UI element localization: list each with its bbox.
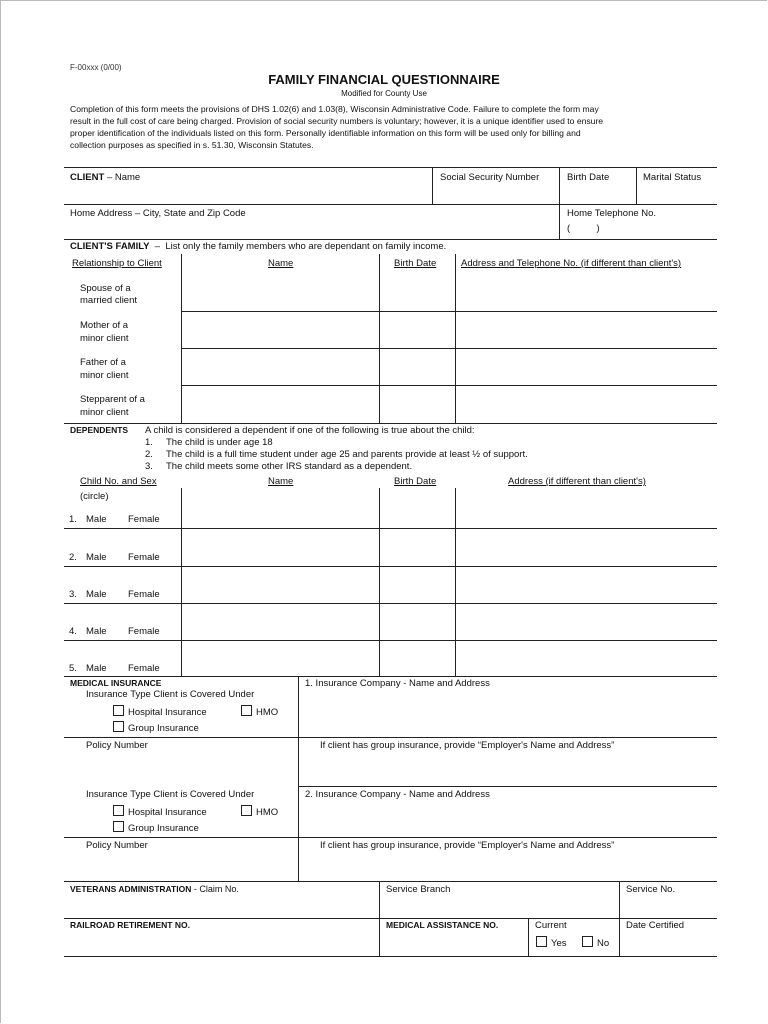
male-option[interactable]: Male <box>86 663 107 674</box>
form-subtitle: Modified for County Use <box>341 89 427 98</box>
employer-2-field[interactable]: If client has group insurance, provide “Employer's Name and Address” <box>320 840 615 851</box>
checkbox-icon <box>536 936 547 947</box>
policy-number-2-field[interactable]: Policy Number <box>86 840 148 851</box>
divider <box>181 385 717 386</box>
divider <box>64 640 717 641</box>
insurance-company-1-field[interactable]: 1. Insurance Company - Name and Address <box>305 678 490 689</box>
dependents-heading: DEPENDENTS <box>70 425 129 435</box>
relationship-label: minor client <box>80 333 129 344</box>
phone-area-code: ( ) <box>567 223 600 234</box>
family-heading-bold: CLIENT'S FAMILY <box>70 241 150 252</box>
va-claim-field[interactable] <box>70 884 239 895</box>
divider <box>64 204 717 205</box>
family-heading <box>70 241 446 252</box>
relationship-label: Stepparent of a <box>80 394 145 405</box>
checkbox-icon <box>241 805 252 816</box>
group-insurance-label: Group Insurance <box>128 723 199 734</box>
hospital-insurance-checkbox[interactable] <box>113 705 207 718</box>
intro-line: proper identification of the individuals listed on this form. Personally identifiable information on this form will be used only for billing and <box>70 128 581 138</box>
rule-text: The child is a full time student under age 25 and parents provide at least ½ of support. <box>166 449 528 460</box>
divider <box>455 254 456 423</box>
male-option[interactable]: Male <box>86 589 107 600</box>
hmo-label: HMO <box>256 807 279 818</box>
relationship-label: Mother of a <box>80 320 129 331</box>
marital-status-field[interactable]: Marital Status <box>643 172 702 183</box>
service-branch-field[interactable]: Service Branch <box>386 884 451 895</box>
male-option[interactable]: Male <box>86 514 107 525</box>
divider <box>64 918 717 919</box>
dependents-intro: A child is considered a dependent if one of the following is true about the child: <box>145 425 475 436</box>
divider <box>64 528 717 529</box>
railroad-retirement-field[interactable]: RAILROAD RETIREMENT NO. <box>70 920 190 930</box>
hospital-insurance-label: Hospital Insurance <box>128 807 207 818</box>
divider <box>64 423 717 424</box>
divider <box>64 566 717 567</box>
client-label: CLIENT <box>70 172 105 183</box>
col-name: Name <box>268 258 294 269</box>
home-address-field[interactable]: Home Address – City, State and Zip Code <box>70 208 246 219</box>
female-option[interactable]: Female <box>128 626 160 637</box>
relationship-label: Father of a <box>80 357 126 368</box>
rule-number: 3. <box>145 461 153 472</box>
rule-number: 1. <box>145 437 153 448</box>
divider <box>528 918 529 956</box>
form-title: FAMILY FINANCIAL QUESTIONNAIRE <box>268 72 500 87</box>
relationship-label: Spouse of a <box>80 283 131 294</box>
current-no-checkbox[interactable] <box>582 936 609 949</box>
female-option[interactable]: Female <box>128 589 160 600</box>
divider <box>181 348 717 349</box>
client-name-field[interactable] <box>70 172 140 183</box>
birth-date-field[interactable]: Birth Date <box>567 172 610 183</box>
group-insurance-checkbox[interactable] <box>113 721 199 734</box>
relationship-label: minor client <box>80 370 129 381</box>
intro-line: Completion of this form meets the provisions of DHS 1.02(6) and 1.03(8), Wisconsin Administrative Code. Failure to complete the form may <box>70 104 599 114</box>
current-yes-checkbox[interactable] <box>536 936 567 949</box>
intro-line: collection purposes as specified in s. 51.30, Wisconsin Statutes. <box>70 140 314 150</box>
group-insurance-label: Group Insurance <box>128 823 199 834</box>
female-option[interactable]: Female <box>128 552 160 563</box>
home-phone-field[interactable]: Home Telephone No. <box>567 208 657 219</box>
divider <box>64 837 717 838</box>
divider <box>379 254 380 423</box>
rule-text: The child meets some other IRS standard as a dependent. <box>166 461 413 472</box>
divider <box>64 956 717 957</box>
child-number: 2. <box>69 552 77 563</box>
divider <box>298 676 299 881</box>
female-option[interactable]: Female <box>128 663 160 674</box>
child-number: 3. <box>69 589 77 600</box>
ssn-field[interactable]: Social Security Number <box>440 172 540 183</box>
checkbox-icon <box>113 821 124 832</box>
insurance-type-label: Insurance Type Client is Covered Under <box>86 689 255 700</box>
col-relationship: Relationship to Client <box>72 258 162 269</box>
rule-number: 2. <box>145 449 153 460</box>
divider <box>455 488 456 676</box>
divider <box>181 254 182 423</box>
child-number: 4. <box>69 626 77 637</box>
hmo-label: HMO <box>256 707 279 718</box>
divider <box>64 167 717 168</box>
checkbox-icon <box>113 721 124 732</box>
yes-label: Yes <box>551 938 567 949</box>
divider <box>64 737 717 738</box>
rule-text: The child is under age 18 <box>166 437 273 448</box>
col-circle-note: (circle) <box>80 491 109 502</box>
claim-no-label: - Claim No. <box>191 884 239 894</box>
checkbox-icon <box>113 705 124 716</box>
employer-1-field[interactable]: If client has group insurance, provide “Employer's Name and Address” <box>320 740 615 751</box>
col-birth-date: Birth Date <box>394 258 437 269</box>
female-option[interactable]: Female <box>128 514 160 525</box>
hospital-insurance-checkbox[interactable] <box>113 805 207 818</box>
divider <box>64 603 717 604</box>
divider <box>379 488 380 676</box>
form-number: F-00xxx (0/00) <box>70 63 122 72</box>
divider <box>64 239 717 240</box>
col-birth-date: Birth Date <box>394 476 437 487</box>
male-option[interactable]: Male <box>86 552 107 563</box>
divider <box>559 167 560 239</box>
hmo-checkbox[interactable] <box>241 805 278 818</box>
intro-line: result in the full cost of care being charged. Provision of social security numbers is voluntary; however, it is a unique identifier used to ensure <box>70 116 604 126</box>
checkbox-icon <box>582 936 593 947</box>
date-certified-field[interactable]: Date Certified <box>626 920 685 931</box>
insurance-heading: MEDICAL INSURANCE <box>70 678 162 688</box>
male-option[interactable]: Male <box>86 626 107 637</box>
divider <box>181 311 717 312</box>
group-insurance-checkbox[interactable] <box>113 821 199 834</box>
relationship-label: minor client <box>80 407 129 418</box>
hospital-insurance-label: Hospital Insurance <box>128 707 207 718</box>
col-address: Address (if different than client's) <box>508 476 646 487</box>
checkbox-icon <box>241 705 252 716</box>
col-address: Address and Telephone No. (if different than client's) <box>461 258 682 269</box>
insurance-type-label: Insurance Type Client is Covered Under <box>86 789 255 800</box>
col-child: Child No. and Sex <box>80 476 157 487</box>
divider <box>298 786 717 787</box>
child-number: 1. <box>69 514 77 525</box>
current-label: Current <box>535 920 567 931</box>
client-name-label: – Name <box>104 172 141 183</box>
no-label: No <box>597 938 610 949</box>
va-label: VETERANS ADMINISTRATION <box>70 884 192 894</box>
medical-assistance-field[interactable]: MEDICAL ASSISTANCE NO. <box>386 920 499 930</box>
divider <box>181 488 182 676</box>
policy-number-1-field[interactable]: Policy Number <box>86 740 148 751</box>
checkbox-icon <box>113 805 124 816</box>
relationship-label: married client <box>80 295 138 306</box>
hmo-checkbox[interactable] <box>241 705 278 718</box>
divider <box>432 167 433 204</box>
divider <box>64 676 717 677</box>
child-number: 5. <box>69 663 77 674</box>
insurance-company-2-field[interactable]: 2. Insurance Company - Name and Address <box>305 789 490 800</box>
family-heading-note: – List only the family members who are dependant on family income. <box>149 241 447 252</box>
col-name: Name <box>268 476 294 487</box>
service-no-field[interactable]: Service No. <box>626 884 676 895</box>
divider <box>636 167 637 204</box>
